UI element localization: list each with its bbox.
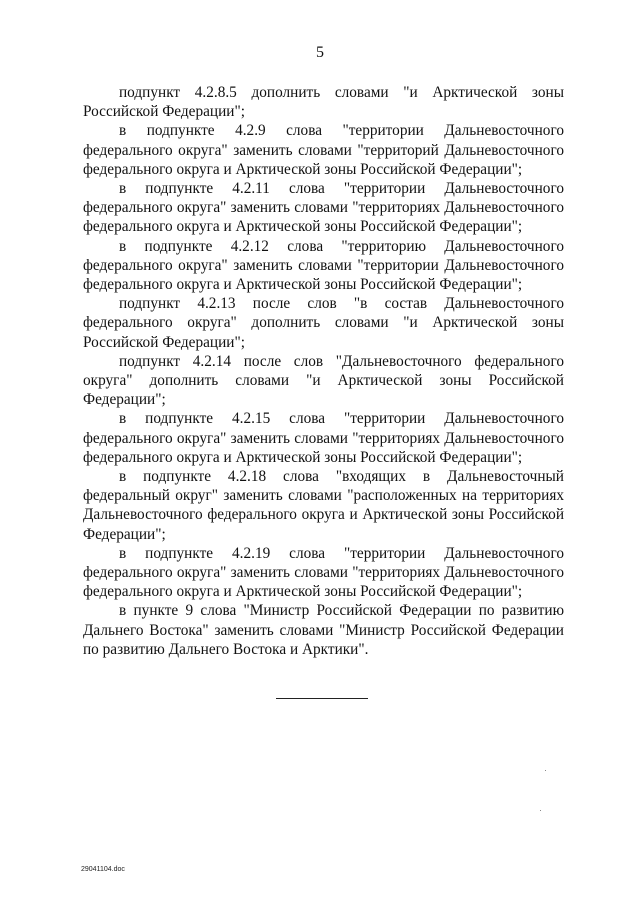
page-number: 5: [316, 44, 324, 61]
paragraph-4-2-13: подпункт 4.2.13 после слов "в состав Дальневосточного федерального округа" дополнить словами "и Арктической зоны Российской Федерации";: [83, 295, 564, 351]
document-body: [83, 83, 564, 659]
paragraph-4-2-12: в подпункте 4.2.12 слова "территорию Дальневосточного федерального округа" заменить словами "территории Дальневосточного федерального округа и Арктической зоны Российской Федерации";: [83, 237, 564, 294]
paragraph-4-2-19: в подпункте 4.2.19 слова "территории Дальневосточного федерального округа" заменить словами "территориях Дальневосточного федерального округа и Арктической зоны Российской Федерации";: [83, 544, 564, 601]
closing-divider: [276, 698, 368, 699]
paragraph-4-2-15: в подпункте 4.2.15 слова "территории Дальневосточного федерального округа" заменить словами "территориях Дальневосточного федерального округа и Арктической зоны Российской Федерации";: [83, 410, 564, 466]
paragraph-4-2-14: подпункт 4.2.14 после слов "Дальневосточного федерального округа" дополнить словами "и Арктической зоны Российской Федерации";: [83, 352, 564, 409]
paragraph-4-2-8-5: подпункт 4.2.8.5 дополнить словами "и Арктической зоны Российской Федерации";: [83, 84, 564, 121]
paragraph-4-2-11: в подпункте 4.2.11 слова "территории Дальневосточного федерального округа" заменить словами "территориях Дальневосточного федерального округа и Арктической зоны Российской Федерации";: [83, 180, 564, 236]
scan-speck: [545, 770, 546, 771]
paragraph-4-2-9: в подпункте 4.2.9 слова "территории Дальневосточного федерального округа" заменить словами "территорий Дальневосточного федерального округа и Арктической зоны Российской Федерации";: [83, 122, 564, 178]
paragraph-4-2-18: в подпункте 4.2.18 слова "входящих в Дальневосточный федеральный округ" заменить словами "расположенных на территориях Дальневосточного федерального округа и Арктической зоны Российской Федерации";: [83, 468, 564, 543]
footer-filename: 29041104.doc: [81, 866, 125, 873]
paragraph-point-9: в пункте 9 слова "Министр Российской Федерации по развитию Дальнего Востока" заменить словами "Министр Российской Федерации по развитию Дальнего Востока и Арктики".: [83, 602, 564, 658]
scan-speck: [540, 810, 541, 811]
